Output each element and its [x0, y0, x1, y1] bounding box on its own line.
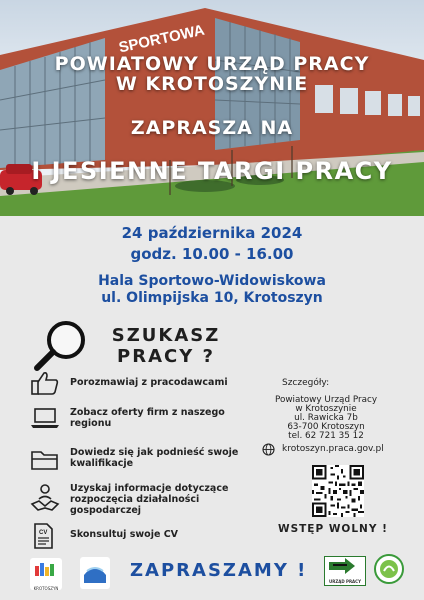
svg-text:CV: CV	[39, 530, 48, 536]
hero-title-line1: POWIATOWY URZĄD PRACY	[54, 53, 370, 75]
details-label: Szczegóły:	[282, 378, 330, 388]
event-time: godz. 10.00 - 16.00	[130, 245, 294, 263]
item-business-info: Uzyskaj informacje dotyczące rozpoczęcia działalności gospodarczej	[70, 483, 229, 516]
cv-document-icon	[30, 522, 56, 550]
hero-event-name: I JESIENNE TARGI PRACY	[31, 157, 393, 185]
urzad-pracy-logo-text: URZĄD PRACY	[329, 579, 361, 584]
folder-icon	[30, 448, 60, 472]
hero-title-line2: W KROTOSZYNIE	[115, 73, 309, 95]
contact-org-line1: Powiatowy Urząd Pracy	[274, 395, 378, 405]
magnifier-icon	[32, 318, 90, 374]
thumbs-up-icon	[30, 370, 60, 396]
krotoszyn-logo-text: KROTOSZYN	[33, 586, 59, 591]
venue-address: ul. Olimpijska 10, Krotoszyn	[101, 290, 323, 306]
globe-icon	[262, 443, 275, 456]
free-entry: WSTĘP WOLNY !	[278, 523, 388, 535]
krotoszyn-logo	[30, 558, 62, 590]
contact-phone: tel. 62 721 35 12	[288, 431, 364, 441]
hero-invites: ZAPRASZA NA	[130, 117, 294, 139]
sports-hall-emblem-icon	[80, 557, 110, 589]
contact-city: 63-700 Krotoszyn	[287, 422, 365, 432]
venue-name: Hala Sportowo-Widowiskowa	[98, 273, 326, 289]
invite-text: ZAPRASZAMY !	[130, 560, 308, 581]
round-emblem-logo	[374, 554, 404, 584]
contact-street: ul. Rawicka 7b	[294, 413, 358, 423]
item-cv-consult: Skonsultuj swoje CV	[70, 529, 179, 540]
contact-org-line2: w Krotoszynie	[295, 404, 357, 414]
krotoszyn-emblem-icon	[30, 558, 62, 582]
sports-hall-logo	[80, 557, 110, 589]
laptop-icon	[30, 406, 60, 430]
item-see-offers: Zobacz oferty firm z naszego regionu	[70, 407, 225, 429]
handshake-icon	[30, 483, 60, 513]
arrow-logo-icon	[325, 557, 365, 575]
event-date: 24 października 2024	[121, 224, 303, 242]
website-link[interactable]: krotoszyn.praca.gov.pl	[282, 444, 384, 454]
qr-code[interactable]	[312, 465, 364, 517]
seeking-line2: PRACY ?	[117, 346, 215, 367]
seeking-line1: SZUKASZ	[111, 325, 221, 346]
building-sign: SPORTOWA	[117, 21, 207, 57]
hero-photo	[0, 0, 424, 216]
item-qualifications: Dowiedz się jak podnieść swoje kwalifikacje	[70, 447, 239, 469]
urzad-pracy-logo	[324, 556, 366, 586]
item-talk-employers: Porozmawiaj z pracodawcami	[70, 377, 228, 388]
